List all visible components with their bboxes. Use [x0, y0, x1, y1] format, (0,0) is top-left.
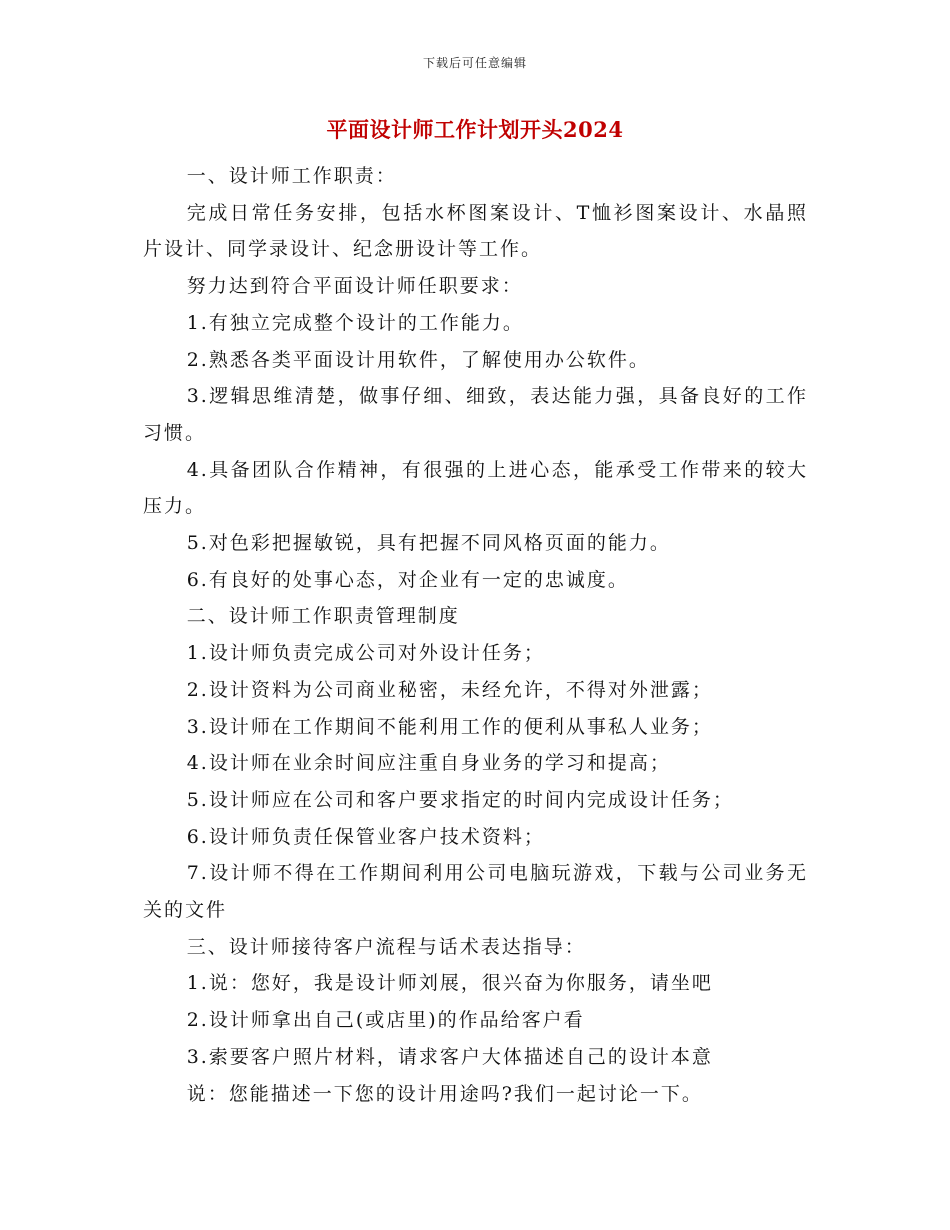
paragraph: 完成日常任务安排，包括水杯图案设计、T恤衫图案设计、水晶照片设计、同学录设计、纪念册设计等工作。 — [143, 201, 808, 261]
document-title: 平面设计师工作计划开头2024 — [326, 117, 624, 142]
paragraph: 三、设计师接待客户流程与话术表达指导： — [186, 935, 586, 958]
paragraph: 3.逻辑思维清楚，做事仔细、细致，表达能力强，具备良好的工作习惯。 — [143, 385, 808, 444]
paragraph: 说：您能描述一下您的设计用途吗?我们一起讨论一下。 — [186, 1082, 703, 1105]
document-body — [143, 158, 808, 1112]
paragraph: 1.设计师负责完成公司对外设计任务； — [186, 642, 545, 665]
paragraph: 1.有独立完成整个设计的工作能力。 — [186, 311, 524, 334]
paragraph: 3.设计师在工作期间不能利用工作的便利从事私人业务； — [186, 715, 713, 738]
paragraph: 一、设计师工作职责： — [186, 165, 397, 187]
paragraph: 2.设计师拿出自己(或店里)的作品给客户看 — [186, 1009, 585, 1032]
paragraph: 5.设计师应在公司和客户要求指定的时间内完成设计任务； — [186, 788, 734, 811]
paragraph: 7.设计师不得在工作期间利用公司电脑玩游戏，下载与公司业务无关的文件 — [143, 862, 808, 922]
paragraph: 二、设计师工作职责管理制度 — [186, 605, 460, 628]
paragraph: 2.熟悉各类平面设计用软件，了解使用办公软件。 — [186, 348, 650, 371]
paragraph: 5.对色彩把握敏锐，具有把握不同风格页面的能力。 — [186, 532, 671, 555]
page-header: 下载后可任意编辑 — [422, 56, 527, 70]
paragraph: 努力达到符合平面设计师任职要求： — [186, 275, 523, 298]
paragraph: 2.设计资料为公司商业秘密，未经允许，不得对外泄露； — [186, 678, 713, 701]
paragraph: 4.设计师在业余时间应注重自身业务的学习和提高； — [186, 752, 671, 775]
paragraph: 6.有良好的处事心态，对企业有一定的忠诚度。 — [186, 568, 629, 591]
paragraph: 4.具备团队合作精神，有很强的上进心态，能承受工作带来的较大压力。 — [143, 458, 808, 518]
paragraph: 6.设计师负责任保管业客户技术资料； — [186, 825, 545, 848]
paragraph: 3.索要客户照片材料，请求客户大体描述自己的设计本意 — [186, 1045, 713, 1068]
paragraph: 1.说：您好，我是设计师刘展，很兴奋为你服务，请坐吧 — [186, 972, 713, 995]
